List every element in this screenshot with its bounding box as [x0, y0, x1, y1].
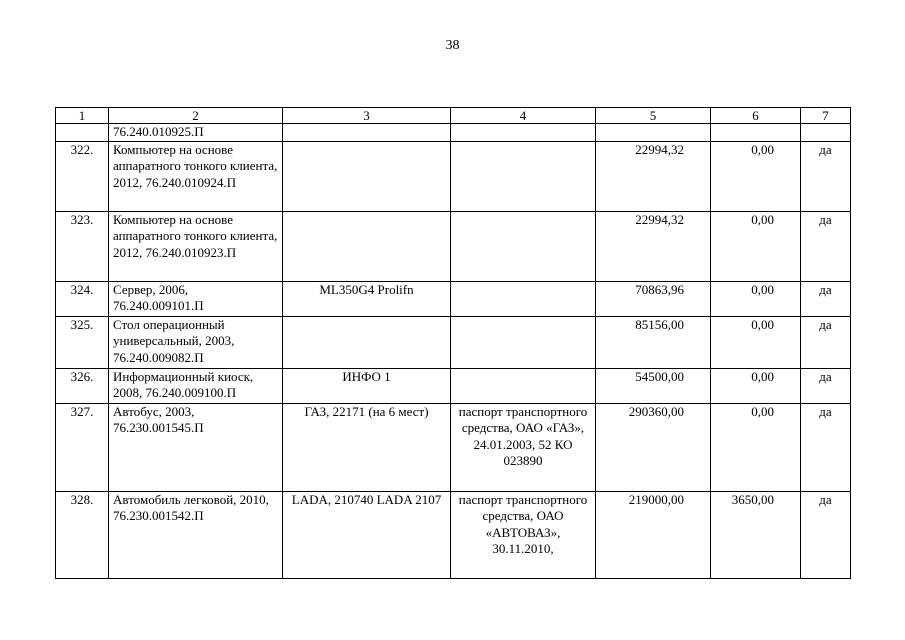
row-number-cell: 322. — [56, 141, 109, 211]
document-cell: паспорт транспортного средства, ОАО «ГАЗ», 24.01.2003, 52 КО 023890 — [451, 403, 596, 491]
document-cell: паспорт транспортного средства, ОАО «АВТОВАЗ», 30.11.2010, — [451, 491, 596, 578]
document-cell — [451, 211, 596, 281]
residual-cell — [711, 124, 801, 142]
row-number-cell — [56, 124, 109, 142]
model-cell — [283, 211, 451, 281]
table-row — [56, 141, 851, 211]
table-row — [56, 368, 851, 403]
asset-name-cell: Стол операционный универсальный, 2003, 76.240.009082.П — [109, 316, 283, 368]
cost-cell: 22994,32 — [596, 141, 711, 211]
row-number-cell: 325. — [56, 316, 109, 368]
asset-name-cell: Сервер, 2006, 76.240.009101.П — [109, 281, 283, 316]
header-cell: 2 — [109, 108, 283, 124]
document-cell — [451, 316, 596, 368]
model-cell — [283, 316, 451, 368]
residual-cell: 0,00 — [711, 211, 801, 281]
cost-cell: 85156,00 — [596, 316, 711, 368]
row-number-cell: 326. — [56, 368, 109, 403]
header-cell: 5 — [596, 108, 711, 124]
asset-name-cell: Автобус, 2003, 76.230.001545.П — [109, 403, 283, 491]
document-cell — [451, 141, 596, 211]
header-row — [56, 108, 851, 124]
table-row — [56, 403, 851, 491]
row-number-cell: 328. — [56, 491, 109, 578]
row-number-cell: 323. — [56, 211, 109, 281]
residual-cell: 0,00 — [711, 316, 801, 368]
header-cell: 3 — [283, 108, 451, 124]
table-row — [56, 281, 851, 316]
asset-name-cell: 76.240.010925.П — [109, 124, 283, 142]
cost-cell: 290360,00 — [596, 403, 711, 491]
header-cell: 4 — [451, 108, 596, 124]
residual-cell: 3650,00 — [711, 491, 801, 578]
cost-cell — [596, 124, 711, 142]
flag-cell — [801, 124, 851, 142]
cost-cell: 22994,32 — [596, 211, 711, 281]
continuation-row — [56, 124, 851, 142]
table-row — [56, 316, 851, 368]
table-row — [56, 491, 851, 578]
residual-cell: 0,00 — [711, 403, 801, 491]
asset-table — [55, 107, 851, 579]
flag-cell: да — [801, 368, 851, 403]
residual-cell: 0,00 — [711, 141, 801, 211]
flag-cell: да — [801, 491, 851, 578]
flag-cell: да — [801, 141, 851, 211]
document-cell — [451, 281, 596, 316]
residual-cell: 0,00 — [711, 368, 801, 403]
model-cell: ИНФО 1 — [283, 368, 451, 403]
asset-name-cell: Информационный киоск, 2008, 76.240.009100.П — [109, 368, 283, 403]
header-cell: 7 — [801, 108, 851, 124]
asset-name-cell: Автомобиль легковой, 2010, 76.230.001542.П — [109, 491, 283, 578]
asset-name-cell: Компьютер на основе аппаратного тонкого клиента, 2012, 76.240.010923.П — [109, 211, 283, 281]
document-cell — [451, 368, 596, 403]
model-cell: ML350G4 Prolifn — [283, 281, 451, 316]
flag-cell: да — [801, 316, 851, 368]
cost-cell: 219000,00 — [596, 491, 711, 578]
document-cell — [451, 124, 596, 142]
page-number: 38 — [445, 38, 460, 53]
model-cell — [283, 141, 451, 211]
cost-cell: 70863,96 — [596, 281, 711, 316]
row-number-cell: 324. — [56, 281, 109, 316]
header-cell: 1 — [56, 108, 109, 124]
cost-cell: 54500,00 — [596, 368, 711, 403]
flag-cell: да — [801, 281, 851, 316]
model-cell — [283, 124, 451, 142]
row-number-cell: 327. — [56, 403, 109, 491]
residual-cell: 0,00 — [711, 281, 801, 316]
flag-cell: да — [801, 403, 851, 491]
table-row — [56, 211, 851, 281]
header-cell: 6 — [711, 108, 801, 124]
model-cell: ГАЗ, 22171 (на 6 мест) — [283, 403, 451, 491]
model-cell: LADA, 210740 LADA 2107 — [283, 491, 451, 578]
flag-cell: да — [801, 211, 851, 281]
asset-name-cell: Компьютер на основе аппаратного тонкого клиента, 2012, 76.240.010924.П — [109, 141, 283, 211]
